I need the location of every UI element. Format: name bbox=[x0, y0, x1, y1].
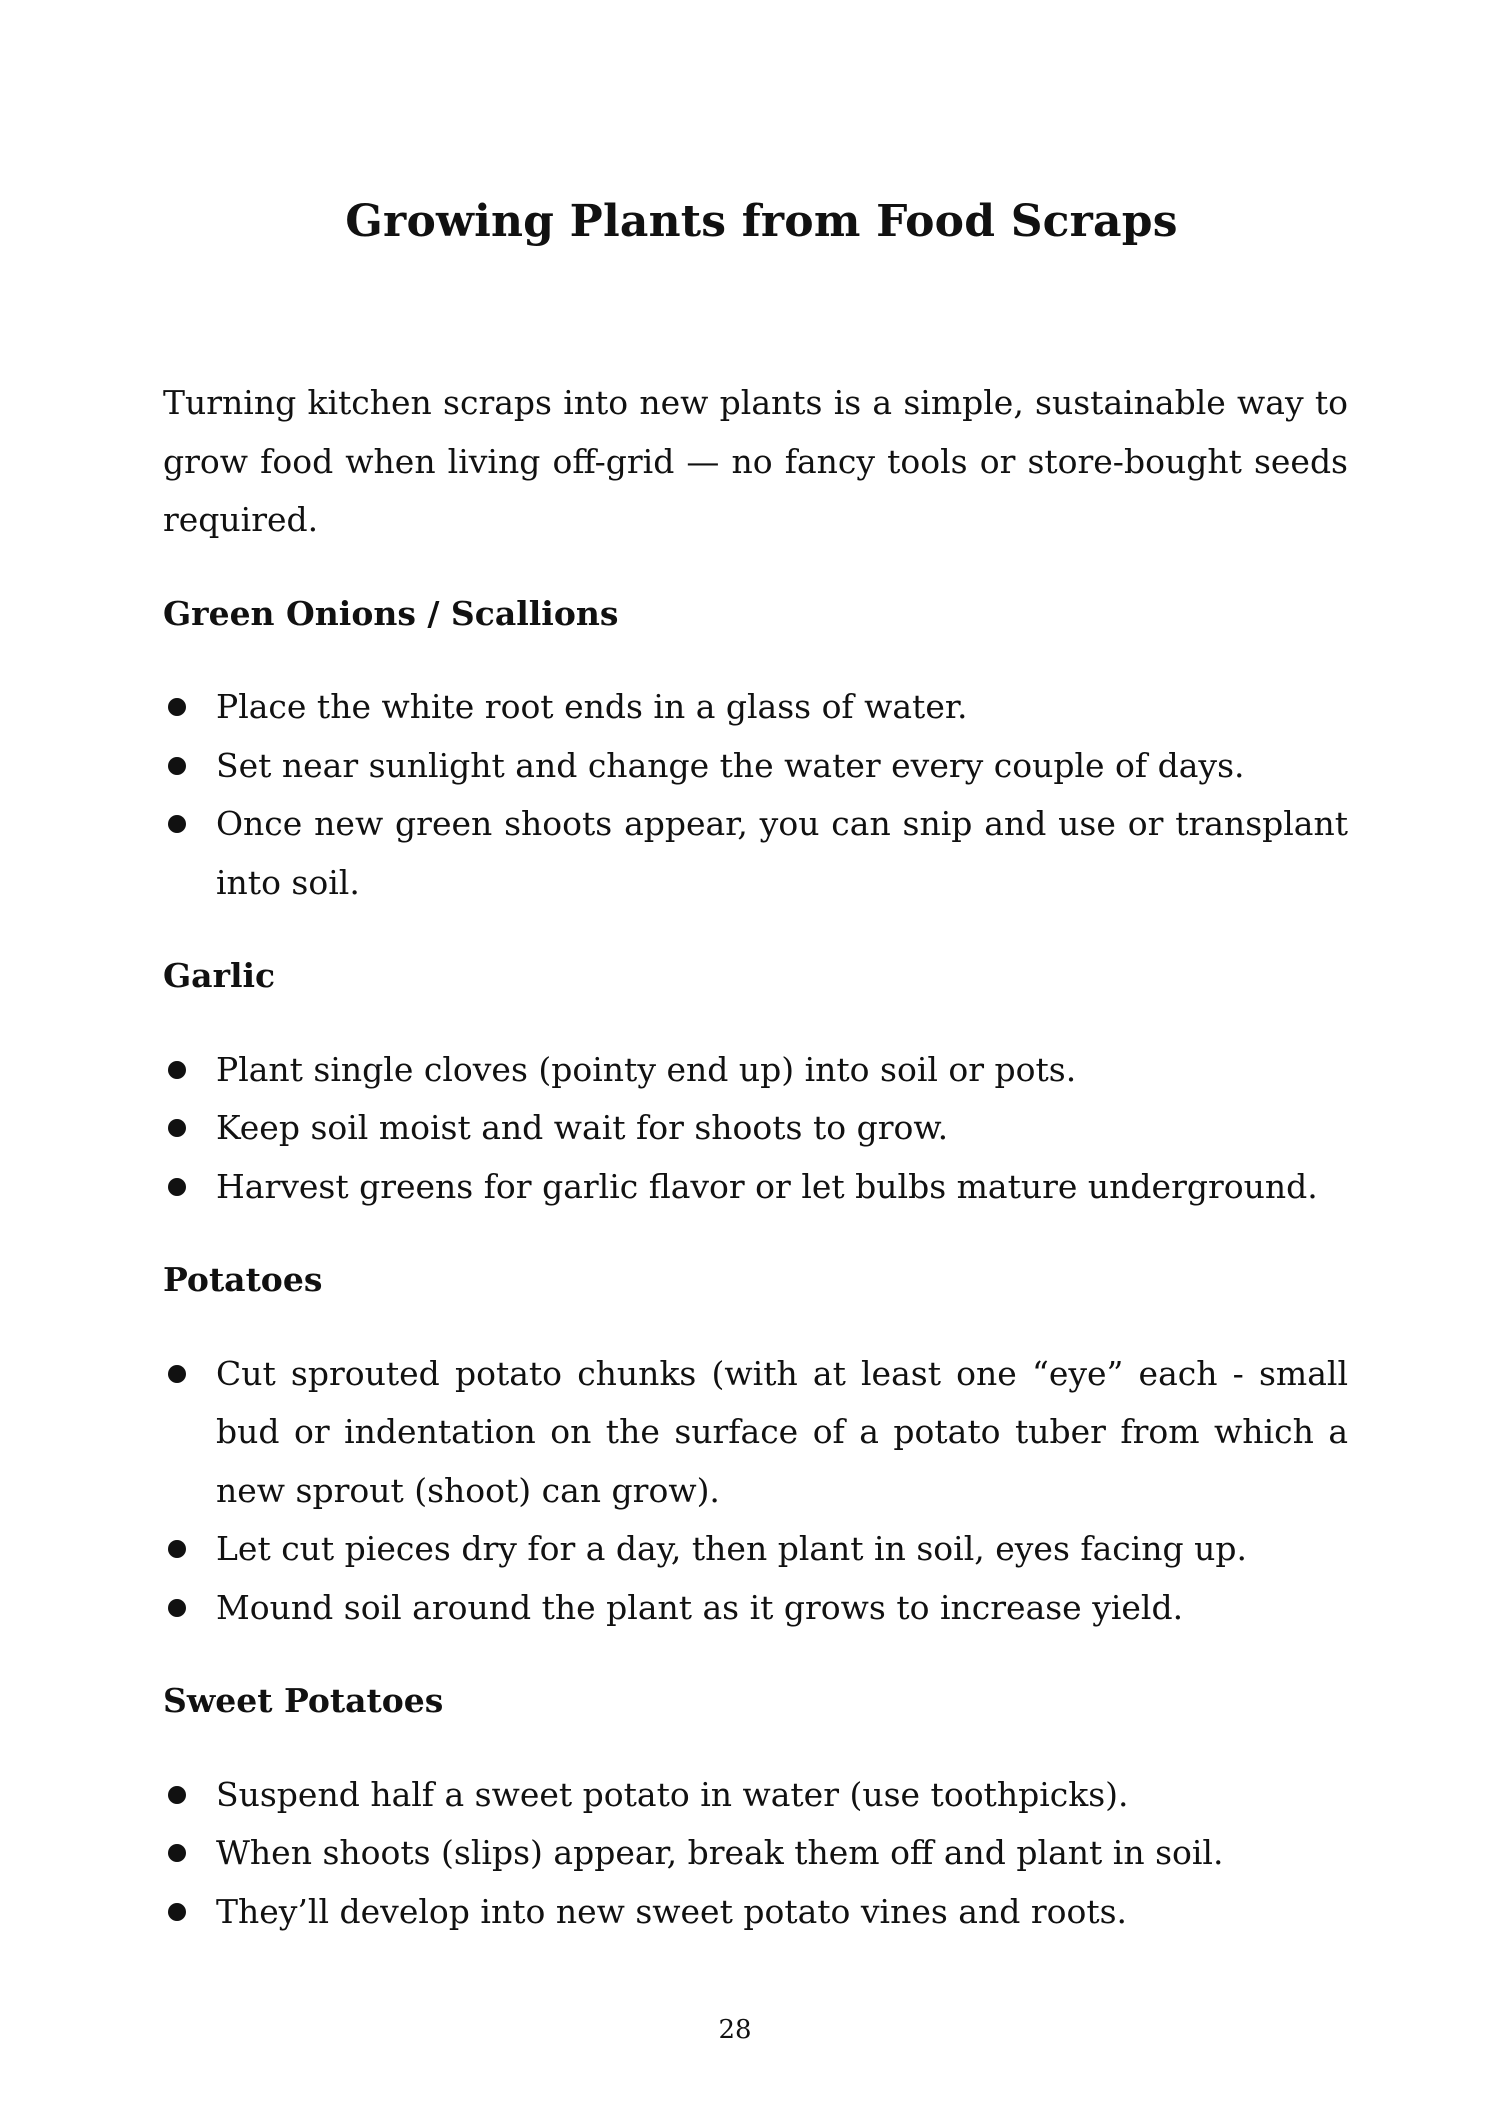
list-item bbox=[163, 1579, 1348, 1638]
bullet-list bbox=[163, 1345, 1348, 1638]
page-content bbox=[163, 374, 1348, 1941]
section-heading: Garlic bbox=[163, 956, 276, 995]
page-number: 28 bbox=[718, 2015, 752, 2045]
list-item-text: Plant single cloves (pointy end up) into soil or pots. bbox=[216, 1049, 1077, 1089]
list-item-text: When shoots (slips) appear, break them off and plant in soil. bbox=[216, 1833, 1224, 1872]
list-item-text: Keep soil moist and wait for shoots to grow. bbox=[216, 1108, 949, 1147]
list-item bbox=[163, 678, 1348, 737]
section-heading: Sweet Potatoes bbox=[163, 1681, 444, 1720]
list-item-text: Let cut pieces dry for a day, then plant in soil, eyes facing up. bbox=[216, 1529, 1248, 1568]
bullet-icon bbox=[168, 1061, 186, 1079]
list-item bbox=[163, 1520, 1348, 1579]
list-item bbox=[163, 1883, 1348, 1942]
list-item-text: Harvest greens for garlic flavor or let bulbs mature underground. bbox=[216, 1166, 1318, 1206]
list-item-text: They’ll develop into new sweet potato vines and roots. bbox=[216, 1891, 1128, 1931]
list-item bbox=[163, 1766, 1348, 1825]
bullet-icon bbox=[168, 698, 186, 716]
list-item-text: Set near sunlight and change the water every couple of days. bbox=[216, 745, 1245, 785]
section-heading: Green Onions / Scallions bbox=[163, 593, 619, 633]
list-item bbox=[163, 1158, 1348, 1217]
bullet-icon bbox=[168, 1903, 186, 1921]
bullet-icon bbox=[168, 1599, 186, 1617]
section-green-onions bbox=[163, 585, 1348, 913]
list-item bbox=[163, 795, 1348, 912]
bullet-icon bbox=[168, 757, 186, 775]
bullet-icon bbox=[168, 1844, 186, 1862]
list-item bbox=[163, 1824, 1348, 1883]
list-item bbox=[163, 1345, 1348, 1521]
bullet-icon bbox=[168, 1178, 186, 1196]
list-item-text: Cut sprouted potato chunks (with at least one “eye” each - small bud or indentation on the surface of a potato tuber from which a new sprout (shoot) can grow). bbox=[216, 1353, 1348, 1510]
bullet-icon bbox=[168, 815, 186, 833]
list-item bbox=[163, 1041, 1348, 1100]
bullet-list bbox=[163, 678, 1348, 912]
section-garlic bbox=[163, 947, 1348, 1216]
list-item bbox=[163, 737, 1348, 796]
list-item-text: Suspend half a sweet potato in water (use toothpicks). bbox=[216, 1774, 1129, 1814]
bullet-icon bbox=[168, 1119, 186, 1137]
list-item-text: Place the white root ends in a glass of water. bbox=[216, 687, 968, 726]
list-item-text: Once new green shoots appear, you can snip and use or transplant into soil. bbox=[216, 804, 1348, 902]
list-item bbox=[163, 1099, 1348, 1158]
section-potatoes bbox=[163, 1251, 1348, 1637]
bullet-list bbox=[163, 1041, 1348, 1217]
section-heading: Potatoes bbox=[163, 1260, 323, 1299]
bullet-icon bbox=[168, 1365, 186, 1383]
section-sweet-potatoes bbox=[163, 1672, 1348, 1941]
bullet-list bbox=[163, 1766, 1348, 1942]
intro-paragraph: Turning kitchen scraps into new plants is a simple, sustainable way to grow food when living off-grid — no fancy tools or store-bought seeds required. bbox=[163, 383, 1348, 539]
bullet-icon bbox=[168, 1786, 186, 1804]
page-title: Growing Plants from Food Scraps bbox=[345, 196, 1178, 247]
list-item-text: Mound soil around the plant as it grows to increase yield. bbox=[216, 1587, 1184, 1627]
bullet-icon bbox=[168, 1540, 186, 1558]
